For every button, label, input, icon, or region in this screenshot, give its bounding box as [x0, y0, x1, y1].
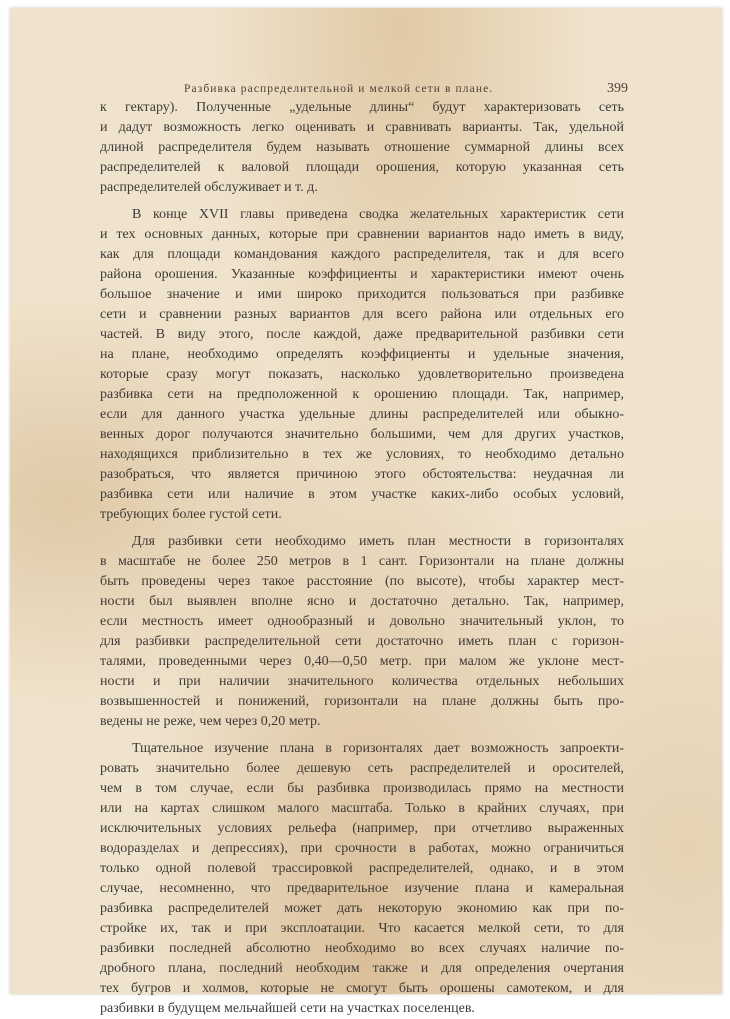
text-line: тех бугров и холмов, которые не смогут быть орошены самотеком, и для [100, 981, 624, 996]
text-line: разбивка распределителей может дать некоторую экономию как при по- [100, 901, 624, 916]
body-text [100, 98, 624, 1019]
text-line: разобраться, что является причиною этого обстоятельства: неудачная ли [100, 467, 624, 482]
text-line: распределителей обслуживает и т. д. [100, 180, 318, 195]
text-line: возвышенностей и понижений, горизонтали на плане должны быть про- [100, 694, 624, 709]
text-line: на плане, необходимо определять коэффициенты и удельные значения, [100, 347, 624, 362]
text-line: быть проведены через такое расстояние (по высоте), чтобы характер мест- [100, 574, 624, 589]
page-header [184, 81, 628, 97]
text-line: в масштабе не более 250 метров в 1 сант. Горизонтали на плане должны [100, 554, 624, 569]
text-line: талями, проведенными через 0,40—0,50 метр. при малом же уклоне мест- [100, 654, 624, 669]
text-line: ности и при наличии значительного количества отдельных небольших [100, 674, 624, 689]
text-line: частей. В виду этого, после каждой, даже предварительной разбивки сети [100, 327, 624, 342]
text-line: чем в том случае, если бы разбивка производилась прямо на местности [100, 781, 624, 796]
text-line: и тех основных данных, которые при сравнении вариантов надо иметь в виду, [100, 227, 624, 242]
text-line: ности был выявлен вполне ясно и достаточно детально. Так, например, [100, 594, 624, 609]
page-number: 399 [607, 81, 628, 96]
text-line: Тщательное изучение плана в горизонталях дает возможность запроекти- [132, 741, 624, 756]
text-line: длиной распределителя будем называть отношение суммарной длины всех [100, 140, 624, 155]
text-line: и дадут возможность легко оценивать и сравнивать варианты. Так, удельной [100, 120, 624, 135]
text-line: ведены не реже, чем через 0,20 метр. [100, 714, 321, 729]
text-line: если местность имеет однообразный и довольно значительный уклон, то [100, 614, 624, 629]
text-line: только одной полевой трассировкой распределителей, однако, и в этом [100, 861, 624, 876]
running-title: Разбивка распределительной и мелкой сети в плане. [184, 83, 494, 95]
text-line: района орошения. Указанные коэффициенты и характеристики имеют очень [100, 267, 624, 282]
text-line: исключительных условиях рельефа (например, при отчетливо выраженных [100, 821, 624, 836]
text-line: случае, несомненно, что предварительное изучение плана и камеральная [100, 881, 624, 896]
paragraph [100, 205, 624, 525]
text-line: водоразделах и депрессиях), при срочности в работах, можно ограничиться [100, 841, 624, 856]
text-line: разбивки в будущем мельчайшей сети на участках поселенцев. [100, 1001, 475, 1016]
text-line: или на картах слишком малого масштаба. Только в крайних случаях, при [100, 801, 624, 816]
text-line: венных дорог получаются значительно большими, чем для других участков, [100, 427, 624, 442]
text-line: Для разбивки сети необходимо иметь план местности в горизонталях [132, 534, 624, 549]
text-line: как для площади командования каждого распределителя, так и для всего [100, 247, 624, 262]
text-line: разбивки последней абсолютно необходимо во всех случаях наличие по- [100, 941, 624, 956]
text-line: находящихся приблизительно в тех же условиях, то необходимо детально [100, 447, 624, 462]
text-line: для разбивки распределительной сети достаточно иметь план с горизон- [100, 634, 624, 649]
paragraph [100, 98, 624, 198]
paragraph [100, 739, 624, 1019]
text-line: которые сразу могут показать, насколько удовлетворительно произведена [100, 367, 624, 382]
text-line: если для данного участка удельные длины распределителей или обыкно- [100, 407, 624, 422]
text-line: распределителей к валовой площади орошения, которую указанная сеть [100, 160, 624, 175]
text-line: дробного плана, последний необходим также и для определения очертания [100, 961, 624, 976]
paragraph [100, 532, 624, 732]
text-line: разбивка сети на предположенной к орошению площади. Так, например, [100, 387, 624, 402]
text-line: к гектару). Полученные „удельные длины“ будут характеризовать сеть [100, 100, 624, 115]
text-line: разбивка сети или наличие в этом участке каких-либо особых условий, [100, 487, 624, 502]
text-line: сети и сравнении разных вариантов для всего района или отдельных его [100, 307, 624, 322]
text-line: стройке их, так и при эксплоатации. Что касается мелкой сети, то для [100, 921, 624, 936]
text-line: ровать значительно более дешевую сеть распределителей и оросителей, [100, 761, 624, 776]
text-line: требующих более густой сети. [100, 507, 282, 522]
text-line: В конце XVII главы приведена сводка желательных характеристик сети [132, 207, 624, 222]
text-line: большое значение и ими широко приходится пользоваться при разбивке [100, 287, 624, 302]
